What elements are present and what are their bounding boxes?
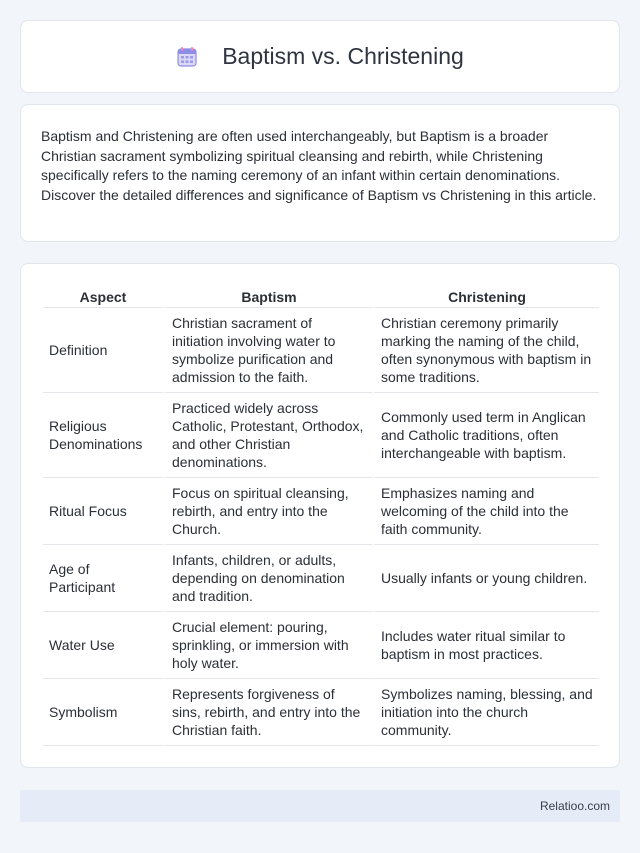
baptism-cell: Represents forgiveness of sins, rebirth, and entry into the Christian faith. [163,679,372,746]
christening-cell: Usually infants or young children. [372,545,599,612]
aspect-cell: Age of Participant [43,545,163,612]
footer-bar [20,790,620,822]
header-aspect: Aspect [43,286,163,308]
footer-brand[interactable]: Relatioo.com [539,799,610,813]
aspect-cell: Water Use [43,612,163,679]
table-row [43,545,599,612]
baptism-cell: Christian sacrament of initiation involving water to symbolize purification and admission to the faith. [163,308,372,393]
baptism-cell: Infants, children, or adults, depending on denomination and tradition. [163,545,372,612]
table-row [43,612,599,679]
baptism-cell: Crucial element: pouring, sprinkling, or immersion with holy water. [163,612,372,679]
aspect-cell: Symbolism [43,679,163,746]
comparison-table-card [20,263,620,768]
table-row [43,478,599,545]
table-row [43,679,599,746]
intro-card [20,104,620,242]
aspect-cell: Ritual Focus [43,478,163,545]
comparison-table [43,286,599,746]
table-row [43,393,599,478]
header-baptism: Baptism [163,286,372,308]
christening-cell: Emphasizes naming and welcoming of the child into the faith community. [372,478,599,545]
aspect-cell: Definition [43,308,163,393]
christening-cell: Symbolizes naming, blessing, and initiation into the church community. [372,679,599,746]
table-row [43,308,599,393]
header-christening: Christening [372,286,599,308]
christening-cell: Includes water ritual similar to baptism in most practices. [372,612,599,679]
christening-cell: Commonly used term in Anglican and Catholic traditions, often interchangeable with baptism. [372,393,599,478]
calendar-icon [176,46,198,68]
baptism-cell: Practiced widely across Catholic, Protestant, Orthodox, and other Christian denominations. [163,393,372,478]
intro-paragraph: Baptism and Christening are often used interchangeably, but Baptism is a broader Christian sacrament symbolizing spiritual cleansing and rebirth, while Christening specifically refers to the naming ceremony of an infant within certain denominations. Discover the detailed differences and significance of Baptism vs Christening in this article. [41,128,597,203]
header-card [20,20,620,93]
aspect-cell: Religious Denominations [43,393,163,478]
table-header-row [43,286,599,308]
christening-cell: Christian ceremony primarily marking the naming of the child, often synonymous with baptism in some traditions. [372,308,599,393]
baptism-cell: Focus on spiritual cleansing, rebirth, and entry into the Church. [163,478,372,545]
page-title: Baptism vs. Christening [222,43,464,69]
